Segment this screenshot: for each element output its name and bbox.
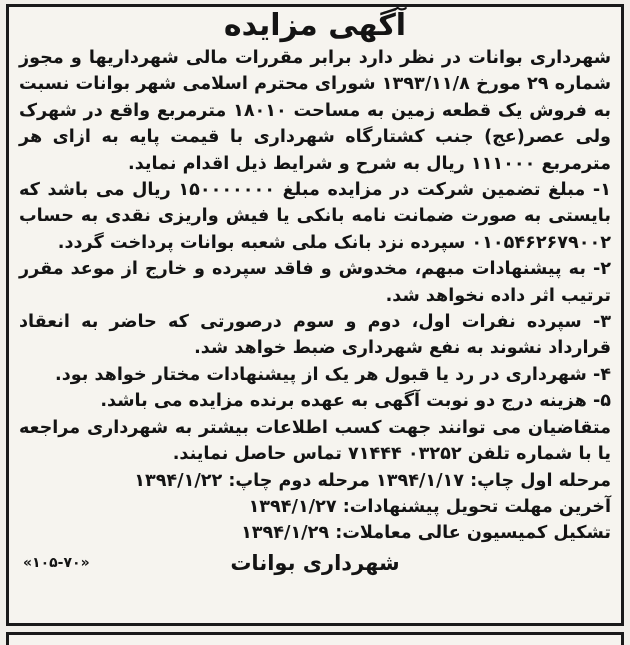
signature: شهرداری بوانات: [230, 550, 400, 575]
contact-info: متقاضیان می توانند جهت کسب اطلاعات بیشتر به شهرداری مراجعه یا با شماره تلفن ۰۳۲۵۲ ۷۱۴۴۴ تماس حاصل نمایند.: [19, 417, 611, 465]
ad-footer: [19, 548, 611, 578]
condition-1: ۱- مبلغ تضمین شرکت در مزایده مبلغ ۱۵۰۰۰۰۰۰۰ ریال می باشد که بایستی به صورت ضمانت نامه بانکی یا فیش واریزی نقدی به حساب ۰۱۰۵۴۶۲۶۷۹۰۰۲ سپرده نزد بانک ملی شعبه بوانات پرداخت گردد.: [19, 180, 611, 253]
ad-title: آگهی مزایده: [223, 8, 407, 43]
condition-3: ۳- سپرده نفرات اول، دوم و سوم درصورتی که حاضر به انعقاد قرارداد نشوند به نفع شهرداری ضبط خواهد شد.: [19, 312, 611, 359]
commission-date: تشکیل کمیسیون عالی معاملات: ۱۳۹۴/۱/۲۹: [241, 522, 611, 543]
ad-frame: [6, 4, 624, 626]
next-ad-border: [6, 632, 624, 645]
ad-body: [19, 45, 611, 468]
condition-2: ۲- به پیشنهادات مبهم، مخدوش و فاقد سپرده و خارج از موعد مقرر ترتیب اثر داده نخواهد شد.: [19, 259, 611, 306]
ad-content: [19, 9, 611, 623]
ad-dates: [19, 468, 611, 546]
deadline-date: آخرین مهلت تحویل پیشنهادات: ۱۳۹۴/۱/۲۷: [248, 496, 611, 517]
ad-intro: شهرداری بوانات در نظر دارد برابر مقررات مالی شهرداریها و مجوز شماره ۲۹ مورخ ۱۳۹۳/۱۱/۸ شورای محترم اسلامی شهر بوانات نسبت به فروش یک قطعه زمین به مساحت ۱۸۰۱۰ مترمربع واقع در شهرک ولی عصر(عج) جنب کشتارگاه شهرداری با قیمت پایه به ازای هر مترمربع ۱۱۱۰۰۰ ریال به شرح و شرایط ذیل اقدام نماید.: [19, 48, 611, 174]
ad-code: «۱۰۵-۷۰»: [23, 554, 90, 571]
condition-5: ۵- هزینه درج دو نوبت آگهی به عهده برنده مزایده می باشد.: [100, 391, 611, 412]
publish-dates: مرحله اول چاپ: ۱۳۹۴/۱/۱۷ مرحله دوم چاپ: ۱۳۹۴/۱/۲۲: [134, 470, 611, 491]
condition-4: ۴- شهرداری در رد یا قبول هر یک از پیشنهادات مختار خواهد بود.: [55, 364, 611, 385]
